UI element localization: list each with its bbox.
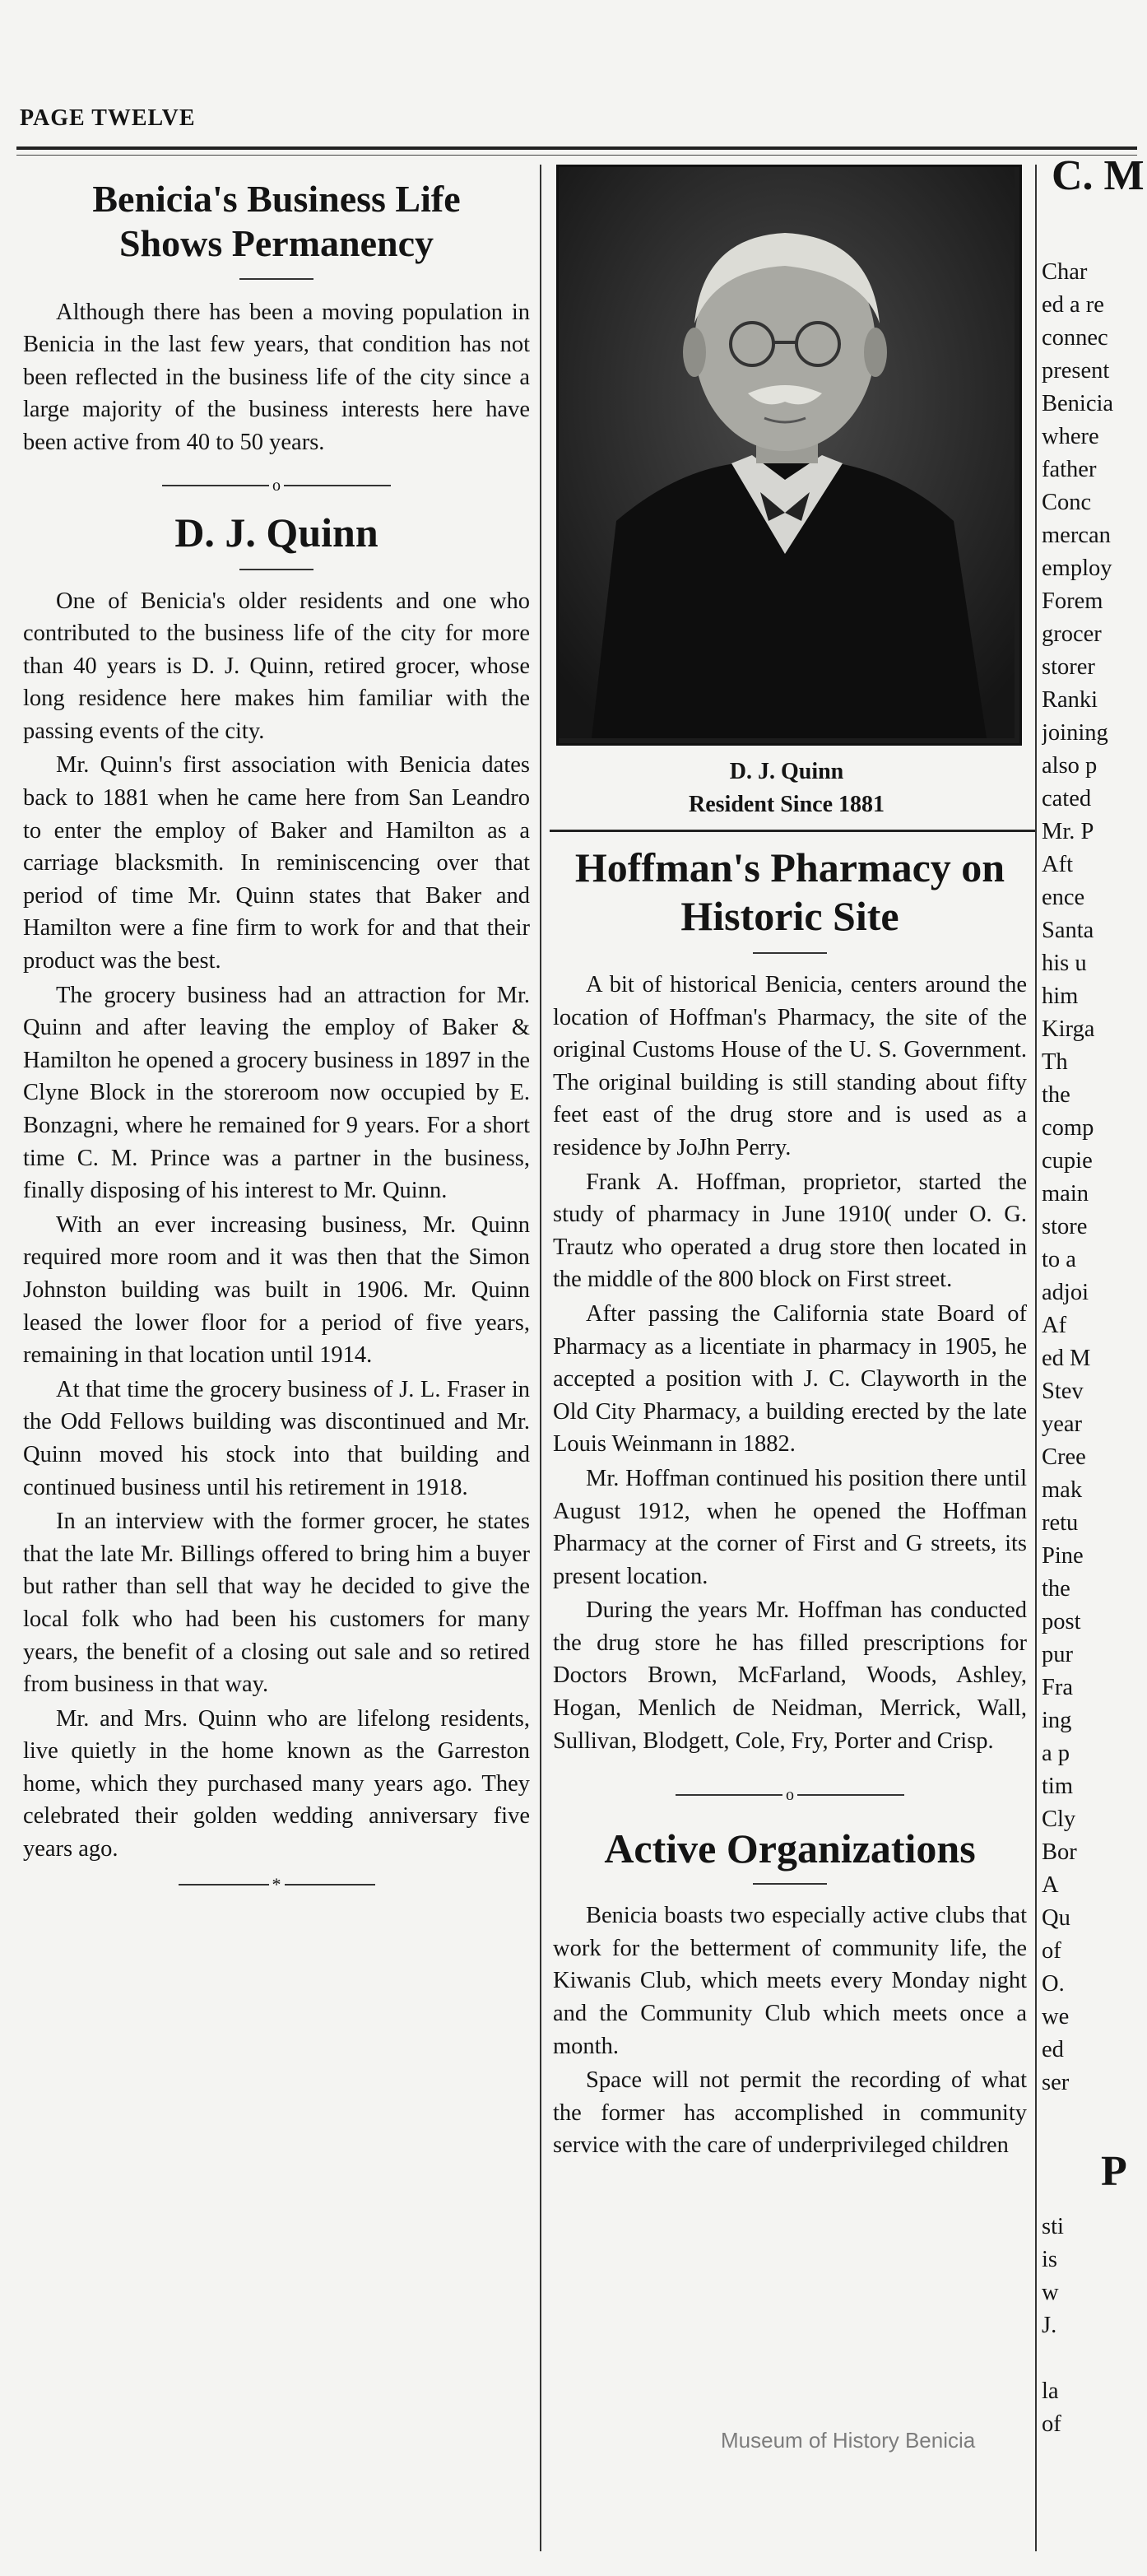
organizations-paragraph: Benicia boasts two especially active clubs that work for the betterment of community life, the Kiwanis Club, which meets every Monday night and the Community Club which meets once a month. <box>553 1903 1027 2059</box>
hoffman-paragraph: Mr. Hoffman continued his position there until August 1912, when he opened the Hoffman Pharmacy at the corner of First and G streets, its present location. <box>553 1465 1027 1589</box>
divider-line <box>284 485 391 486</box>
organizations-paragraph: Space will not permit the recording of what the former has accomplished in community service with the care of underprivileged children <box>553 2067 1027 2159</box>
hoffman-paragraph: After passing the California state Board of Pharmacy as a licentiate in pharmacy in 1905, he accepted a position with J. C. Clayworth in the Old City Pharmacy, a building erected by the late Louis Weinmann in 1882. <box>553 1300 1027 1458</box>
headline-line: Shows Permanency <box>118 222 434 265</box>
headline-line: Benicia's Business Life <box>92 178 461 220</box>
left-column <box>23 177 530 1895</box>
right-column-line: father <box>1042 457 1097 482</box>
right-column-line: also p <box>1042 753 1098 779</box>
right-column-clipped <box>1042 146 1147 2566</box>
right-column-line: Stev <box>1042 1379 1084 1404</box>
right-column-line: ed <box>1042 2037 1064 2062</box>
right-column-line: ed M <box>1042 1346 1091 1371</box>
headline-line: Hoffman's Pharmacy on <box>574 844 1005 890</box>
right-column-line: ed a re <box>1042 292 1104 318</box>
caption-rule <box>550 830 1035 832</box>
right-column-line: cated <box>1042 786 1092 811</box>
organizations-article <box>553 1825 1027 2162</box>
right-column-line: Santa <box>1042 918 1094 943</box>
center-column <box>553 844 1027 2164</box>
museum-watermark: Museum of History Benicia <box>721 2428 976 2453</box>
right-column-line: Conc <box>1042 490 1092 515</box>
right-column-line: connec <box>1042 325 1108 351</box>
hoffman-paragraph: During the years Mr. Hoffman has conducted the drug store he has filled prescriptions for Doctors Brown, McFarland, Woods, Ashley, Hogan, Menlich de Neidman, Merrick, Wall, Sullivan, Blodgett, Cole, Fry, Porter and Crisp. <box>553 1597 1027 1754</box>
right-column-line <box>1042 2342 1147 2375</box>
section-divider <box>553 1787 1027 1803</box>
right-column-line: his u <box>1042 951 1087 976</box>
right-column-line: Af <box>1042 1313 1067 1338</box>
page-header: PAGE TWELVE <box>20 105 196 131</box>
quinn-paragraph: Mr. Quinn's first association with Benicia dates back to 1881 when he came here from San Leandro to enter the employ of Baker and Hamilton as a carriage blacksmith. In reminiscencing over that period of time Mr. Quinn states that Baker and Hamilton were a fine firm to work for and that their product was the best. <box>23 752 530 974</box>
right-column-line: store <box>1042 1214 1088 1239</box>
portrait-photo <box>556 165 1022 746</box>
portrait-image <box>559 167 1015 738</box>
right-column-line: him <box>1042 983 1079 1009</box>
right-column-line: Kirga <box>1042 1016 1095 1042</box>
right-bottom-headline: P <box>1101 2148 1127 2195</box>
headline-rule <box>753 952 827 954</box>
right-column-line: the <box>1042 1576 1070 1602</box>
divider-line <box>676 1794 782 1796</box>
right-column-line: Qu <box>1042 1905 1070 1931</box>
right-column-line: retu <box>1042 1510 1079 1536</box>
hoffman-headline <box>553 844 1027 941</box>
header-rule-thin <box>16 155 1137 156</box>
right-column-line: O. <box>1042 1971 1065 1997</box>
right-column-line: Bor <box>1042 1839 1077 1865</box>
right-column-line: we <box>1042 2004 1070 2030</box>
right-column-line: to a <box>1042 1247 1076 1272</box>
right-headline: C. M <box>1052 152 1145 199</box>
right-column-line: storer <box>1042 654 1095 680</box>
right-column-line: year <box>1042 1411 1083 1437</box>
headline-rule <box>239 569 313 570</box>
right-column-line: w <box>1042 2280 1059 2305</box>
right-column-line: tim <box>1042 1774 1074 1799</box>
right-column-line: employ <box>1042 556 1112 581</box>
right-column-line: Char <box>1042 259 1088 285</box>
divider-line <box>162 485 269 486</box>
business-life-headline <box>23 177 530 267</box>
right-column-line: a p <box>1042 1741 1070 1766</box>
photo-caption <box>556 756 1017 821</box>
quinn-paragraph: At that time the grocery business of J. L. Fraser in the Odd Fellows building was discontinued and Mr. Quinn moved his stock into that building and continued business until his retirement in 1918. <box>23 1376 530 1500</box>
quinn-paragraph: The grocery business had an attraction for Mr. Quinn and after leaving the employ of Baker & Hamilton he opened a grocery business in 1897 in the Clyne Block in the storeroom now occupied by E. Bonzagni, where he remained for 9 years. For a short time C. M. Prince was a partner in the business, finally disposing of his interest to Mr. Quinn. <box>23 982 530 1204</box>
right-column-line: mercan <box>1042 523 1111 548</box>
right-column-line: la <box>1042 2378 1059 2404</box>
quinn-paragraph: One of Benicia's older residents and one who contributed to the business life of the city for more than 40 years is D. J. Quinn, retired grocer, whose long residence here makes him familiar with the passing events of the city. <box>23 588 530 744</box>
column-rule-left <box>540 165 541 2551</box>
quinn-paragraph: In an interview with the former grocer, he states that the late Mr. Billings offered to bring him a buyer but rather than sell that way he decided to give the local folk who had been his customers for many years, the benefit of a closing out sale and so retired from business in that way. <box>23 1509 530 1698</box>
column-rule-right <box>1035 165 1037 2551</box>
right-column-line: post <box>1042 1609 1081 1634</box>
divider-ornament: o <box>272 476 281 495</box>
end-ornament: * <box>23 1874 530 1895</box>
right-column-line: Mr. P <box>1042 819 1094 844</box>
organizations-headline: Active Organizations <box>604 1825 976 1872</box>
right-column-line: present <box>1042 358 1110 384</box>
divider-line <box>797 1794 904 1796</box>
hoffman-article <box>553 844 1027 1757</box>
right-column-bottom-lines <box>1042 2211 1147 2441</box>
business-life-article <box>23 177 530 459</box>
business-life-body: Although there has been a moving population in Benicia in the last few years, that condition has not been reflected in the business life of the city since a large majority of the business interests here have been active from 40 to 50 years. <box>23 299 530 455</box>
quinn-paragraph: Mr. and Mrs. Quinn who are lifelong residents, live quietly in the home known as the Garreston home, which they purchased many years ago. They celebrated their golden wedding anniversary five years ago. <box>23 1705 530 1862</box>
right-column-line: the <box>1042 1082 1070 1108</box>
right-column-line: sti <box>1042 2214 1064 2239</box>
right-column-line: Th <box>1042 1049 1068 1075</box>
right-column-line: Cly <box>1042 1806 1076 1832</box>
right-column-line: pur <box>1042 1642 1073 1667</box>
right-column-line: Cree <box>1042 1444 1086 1470</box>
headline-rule <box>239 278 313 280</box>
right-column-line: A <box>1042 1872 1059 1898</box>
caption-subtitle: Resident Since 1881 <box>689 792 885 817</box>
headline-line: Historic Site <box>680 893 899 939</box>
right-column-line: joining <box>1042 720 1108 746</box>
quinn-paragraph: With an ever increasing business, Mr. Quinn required more room and it was then that the Simon Johnston building was built in 1906. Mr. Quinn leased the lower floor for a period of five years, remaining in that location until 1914. <box>23 1211 530 1369</box>
right-column-line: ing <box>1042 1708 1072 1733</box>
right-column-line: comp <box>1042 1115 1094 1141</box>
caption-name: D. J. Quinn <box>729 759 844 784</box>
right-column-line: Benicia <box>1042 391 1114 416</box>
quinn-article <box>23 509 530 1895</box>
right-column-line: grocer <box>1042 621 1102 647</box>
right-column-line: Forem <box>1042 588 1103 614</box>
right-column-line: cupie <box>1042 1148 1093 1174</box>
right-column-line: of <box>1042 1938 1061 1964</box>
quinn-headline: D. J. Quinn <box>174 509 378 556</box>
right-column-line: where <box>1042 424 1099 449</box>
right-column-line: is <box>1042 2247 1058 2272</box>
right-column-line: ence <box>1042 885 1085 910</box>
hoffman-paragraph: A bit of historical Benicia, centers around the location of Hoffman's Pharmacy, the site of the original Customs House of the U. S. Government. The original building is still standing about fifty feet east of the drug store and is used as a residence by JoJhn Perry. <box>553 972 1027 1160</box>
headline-rule <box>753 1883 827 1885</box>
hoffman-paragraph: Frank A. Hoffman, proprietor, started the study of pharmacy in June 1910( under O. G. Trautz who operated a drug store then located in the middle of the 800 block on First street. <box>553 1169 1027 1293</box>
right-column-line: of <box>1042 2411 1061 2437</box>
section-divider <box>23 477 530 494</box>
right-column-line: Pine <box>1042 1543 1084 1569</box>
right-column-lines <box>1042 256 1147 2099</box>
right-column-line: Aft <box>1042 852 1073 877</box>
right-column-line: Ranki <box>1042 687 1098 713</box>
right-column-line: mak <box>1042 1477 1083 1503</box>
right-column-line: main <box>1042 1181 1089 1207</box>
right-column-line: ser <box>1042 2070 1070 2095</box>
right-column-line: adjoi <box>1042 1280 1089 1305</box>
divider-ornament: o <box>786 1786 794 1805</box>
right-column-line: Fra <box>1042 1675 1073 1700</box>
right-column-line: J. <box>1042 2313 1057 2338</box>
header-rule <box>16 146 1137 150</box>
